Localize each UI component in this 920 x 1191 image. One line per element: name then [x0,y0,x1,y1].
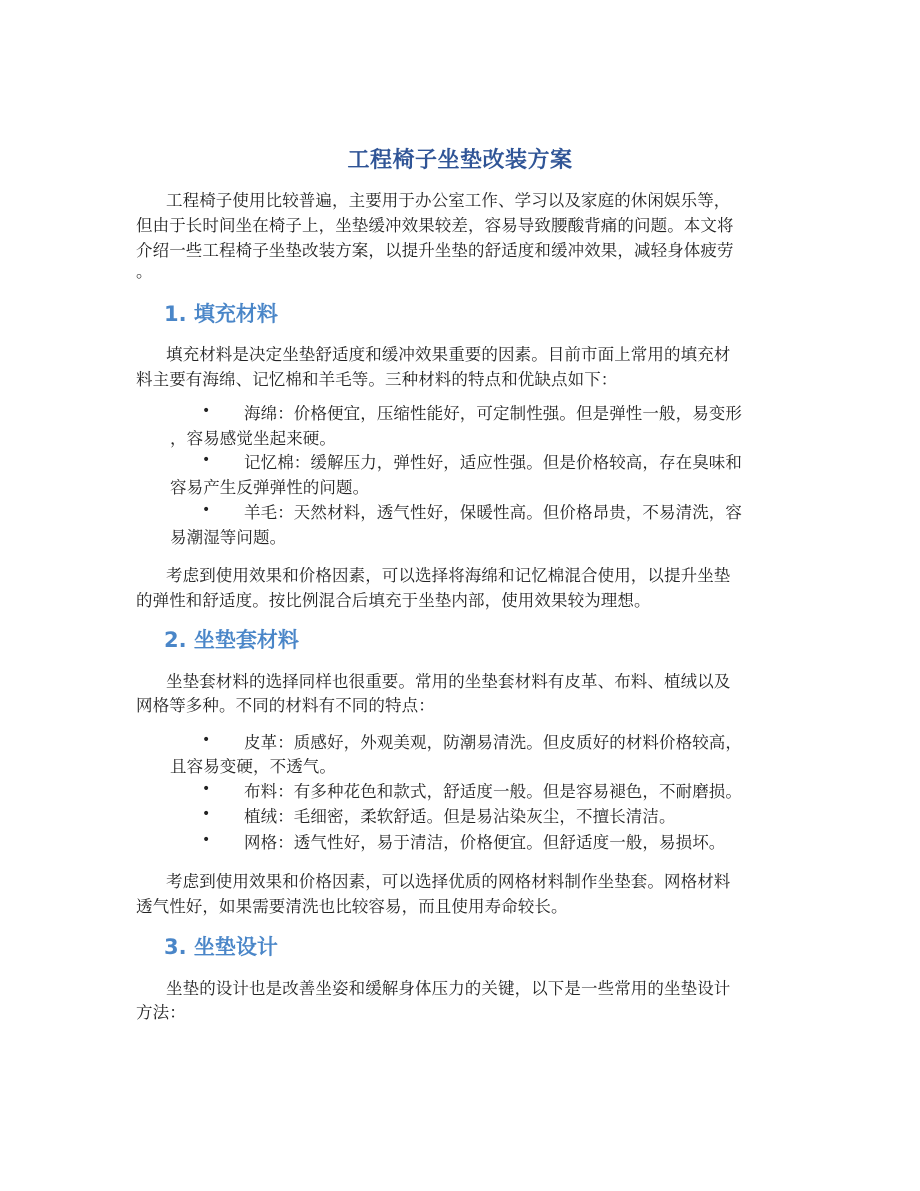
bullet-icon: • [202,732,211,748]
bullet-line: 容易产生反弹弹性的问题。 [170,478,370,497]
paragraph-line: 考虑到使用效果和价格因素，可以选择将海绵和记忆棉混合使用，以提升坐垫 [166,566,731,585]
paragraph-line: 坐垫套材料的选择同样也很重要。常用的坐垫套材料有皮革、布料、植绒以及 [166,672,731,691]
section-heading-3: 3. 坐垫设计 [164,935,278,959]
bullet-line: 羊毛：天然材料，透气性好，保暖性高。但价格昂贵，不易清洗，容 [244,503,742,522]
intro-line: 工程椅子使用比较普遍，主要用于办公室工作、学习以及家庭的休闲娱乐等， [166,191,731,210]
paragraph-line: 网格等多种。不同的材料有不同的特点： [136,696,435,715]
bullet-line: 皮革：质感好，外观美观，防潮易清洗。但皮质好的材料价格较高， [244,733,742,752]
bullet-icon: • [202,452,211,468]
intro-line: 。 [136,262,153,281]
bullet-icon: • [202,832,211,848]
paragraph-line: 透气性好，如果需要清洗也比较容易，而且使用寿命较长。 [136,897,568,916]
bullet-icon: • [202,781,211,797]
bullet-line: 记忆棉：缓解压力，弹性好，适应性强。但是价格较高，存在臭味和 [244,453,742,472]
bullet-line: 海绵：价格便宜，压缩性能好，可定制性强。但是弹性一般，易变形 [244,404,742,423]
bullet-line: 且容易变硬，不透气。 [170,757,336,776]
paragraph-line: 坐垫的设计也是改善坐姿和缓解身体压力的关键，以下是一些常用的坐垫设计 [166,979,731,998]
paragraph-line: 的弹性和舒适度。按比例混合后填充于坐垫内部，使用效果较为理想。 [136,591,651,610]
section-heading-1: 1. 填充材料 [164,302,278,326]
bullet-line: 易潮湿等问题。 [170,528,287,547]
document-title: 工程椅子坐垫改装方案 [347,148,573,173]
paragraph-line: 填充材料是决定坐垫舒适度和缓冲效果重要的因素。目前市面上常用的填充材 [166,345,731,364]
intro-line: 但由于长时间坐在椅子上，坐垫缓冲效果较差，容易导致腰酸背痛的问题。本文将 [136,216,734,235]
bullet-line: 布料：有多种花色和款式，舒适度一般。但是容易褪色，不耐磨损。 [244,782,742,801]
bullet-line: 网格：透气性好，易于清洁，价格便宜。但舒适度一般，易损坏。 [244,833,726,852]
bullet-line: 植绒：毛细密，柔软舒适。但是易沾染灰尘，不擅长清洁。 [244,807,676,826]
paragraph-line: 考虑到使用效果和价格因素，可以选择优质的网格材料制作坐垫套。网格材料 [166,872,731,891]
section-heading-2: 2. 坐垫套材料 [164,628,299,652]
bullet-line: ，容易感觉坐起来硬。 [170,429,336,448]
bullet-icon: • [202,502,211,518]
paragraph-line: 方法： [136,1003,186,1022]
paragraph-line: 料主要有海绵、记忆棉和羊毛等。三种材料的特点和优缺点如下： [136,370,618,389]
bullet-icon: • [202,403,211,419]
bullet-icon: • [202,806,211,822]
intro-line: 介绍一些工程椅子坐垫改装方案，以提升坐垫的舒适度和缓冲效果，减轻身体疲劳 [136,241,734,260]
